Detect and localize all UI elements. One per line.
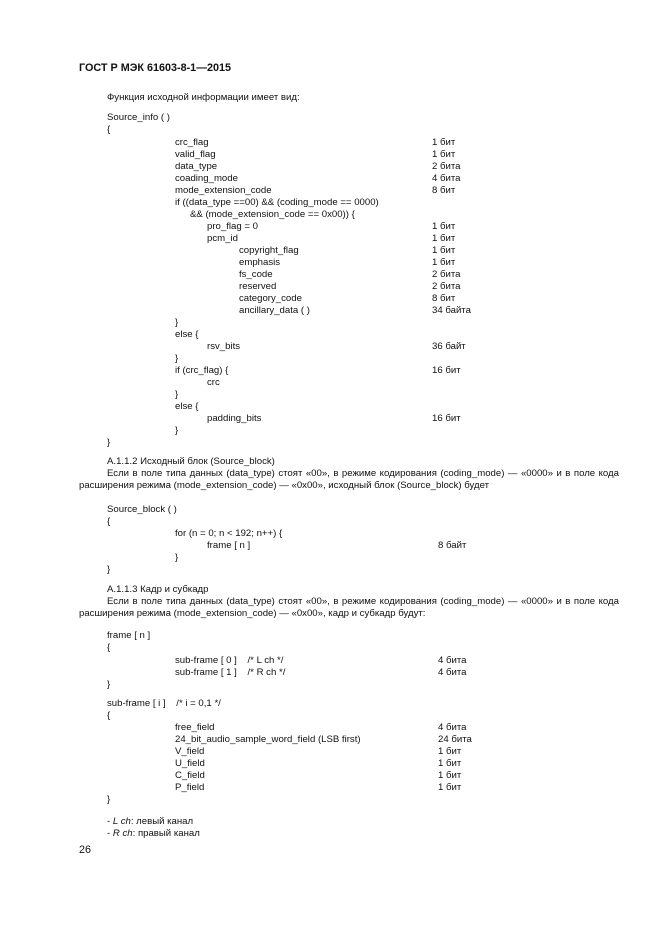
code-line: }: [175, 552, 179, 563]
code-line: && (mode_extension_code == 0x00)) {: [190, 209, 355, 220]
code-line: if ((data_type ==00) && (coding_mode == 0000): [175, 197, 379, 208]
code-line: for (n = 0; n < 192; n++) {: [175, 528, 283, 539]
section-heading-a112: А.1.1.2 Исходный блок (Source_block): [107, 456, 275, 467]
bit-size: 8 бит: [432, 185, 456, 196]
bit-size: 4 бита: [432, 173, 461, 184]
bit-size: 36 байт: [432, 341, 466, 352]
source-block-title: Source_block ( ): [107, 504, 177, 515]
section-heading-a113: А.1.1.3 Кадр и субкадр: [107, 584, 209, 595]
code-line: }: [175, 317, 179, 328]
bit-size: 2 бита: [432, 281, 461, 292]
code-line: sub-frame [ 0 ] /* L ch */: [175, 655, 284, 666]
code-line: ancillary_data ( ): [239, 305, 310, 316]
frame-close-brace: }: [107, 679, 111, 690]
code-line: padding_bits: [207, 413, 262, 424]
section-paragraph-a113: [79, 596, 619, 620]
code-line: fs_code: [239, 269, 273, 280]
note-right-channel: [107, 828, 200, 840]
bit-size: 1 бит: [432, 257, 456, 268]
code-line: else {: [175, 401, 199, 412]
bit-size: 1 бит: [432, 245, 456, 256]
page-number: 26: [79, 844, 92, 856]
source-info-title: Source_info ( ): [107, 112, 170, 123]
section-paragraph-a112: [79, 468, 619, 492]
note-dash: -: [107, 816, 111, 827]
bit-size: 1 бит: [432, 221, 456, 232]
note-left-channel: [107, 816, 193, 828]
code-line: frame [ n ]: [207, 540, 251, 551]
source-info-open-brace: {: [107, 124, 111, 135]
code-line: crc: [207, 377, 220, 388]
bit-size: 16 бит: [432, 365, 461, 376]
bit-size: 1 бит: [432, 233, 456, 244]
code-line: V_field: [175, 746, 205, 757]
code-line: coading_mode: [175, 173, 238, 184]
code-line: sub-frame [ 1 ] /* R ch */: [175, 667, 286, 678]
code-line: category_code: [239, 293, 302, 304]
paragraph-text: Если в поле типа данных (data_type) стоят «00», в режиме кодирования (coding_mode) — «0000» и в поле кода расширения режима (mode_extension_code) — «0x00», исходный блок (Source_block) будет: [79, 468, 619, 491]
code-line: P_field: [175, 782, 205, 793]
note-desc: : правый канал: [132, 828, 200, 839]
code-line: C_field: [175, 770, 205, 781]
code-line: mode_extension_code: [175, 185, 272, 196]
bit-size: 1 бит: [438, 758, 462, 769]
bit-size: 1 бит: [438, 746, 462, 757]
frame-open-brace: {: [107, 642, 111, 653]
subframe-close-brace: }: [107, 794, 111, 805]
bit-size: 2 бита: [432, 269, 461, 280]
code-line: valid_flag: [175, 149, 216, 160]
bit-size: 4 бита: [438, 722, 467, 733]
bit-size: 4 бита: [438, 655, 467, 666]
code-line: crc_flag: [175, 137, 209, 148]
document-header: ГОСТ Р МЭК 61603-8-1—2015: [79, 62, 232, 74]
bit-size: 24 бита: [438, 734, 472, 745]
code-line: free_field: [175, 722, 215, 733]
code-line: }: [175, 389, 179, 400]
note-term: R ch: [112, 828, 133, 839]
source-block-close-brace: }: [107, 564, 111, 575]
code-line: 24_bit_audio_sample_word_field (LSB first): [175, 734, 361, 745]
bit-size: 8 байт: [438, 540, 467, 551]
note-desc: : левый канал: [130, 816, 194, 827]
bit-size: 1 бит: [438, 770, 462, 781]
code-line: else {: [175, 329, 199, 340]
paragraph-text: Если в поле типа данных (data_type) стоят «00», в режиме кодирования (coding_mode) — «0000» и в поле кода расширения режима (mode_extension_code) — «0x00», кадр и субкадр будут:: [79, 596, 619, 619]
bit-size: 1 бит: [438, 782, 462, 793]
bit-size: 1 бит: [432, 137, 456, 148]
code-line: }: [175, 425, 179, 436]
code-line: if (crc_flag) {: [175, 365, 229, 376]
bit-size: 2 бита: [432, 161, 461, 172]
code-line: pcm_id: [207, 233, 238, 244]
code-line: pro_flag = 0: [207, 221, 258, 232]
source-block-open-brace: {: [107, 516, 111, 527]
note-term: L ch: [112, 816, 131, 827]
code-line: emphasis: [239, 257, 281, 268]
code-line: U_field: [175, 758, 205, 769]
bit-size: 16 бит: [432, 413, 461, 424]
code-line: rsv_bits: [207, 341, 241, 352]
bit-size: 8 бит: [432, 293, 456, 304]
bit-size: 34 байта: [432, 305, 471, 316]
code-line: }: [175, 353, 179, 364]
code-line: reserved: [239, 281, 277, 292]
source-info-close-brace: }: [107, 437, 111, 448]
frame-title: frame [ n ]: [107, 630, 151, 641]
subframe-title: sub-frame [ i ] /* i = 0,1 */: [107, 698, 221, 709]
code-line: data_type: [175, 161, 218, 172]
intro-text: Функция исходной информации имеет вид:: [107, 92, 300, 103]
bit-size: 1 бит: [432, 149, 456, 160]
note-dash: -: [107, 828, 111, 839]
subframe-open-brace: {: [107, 710, 111, 721]
code-line: copyright_flag: [239, 245, 299, 256]
bit-size: 4 бита: [438, 667, 467, 678]
